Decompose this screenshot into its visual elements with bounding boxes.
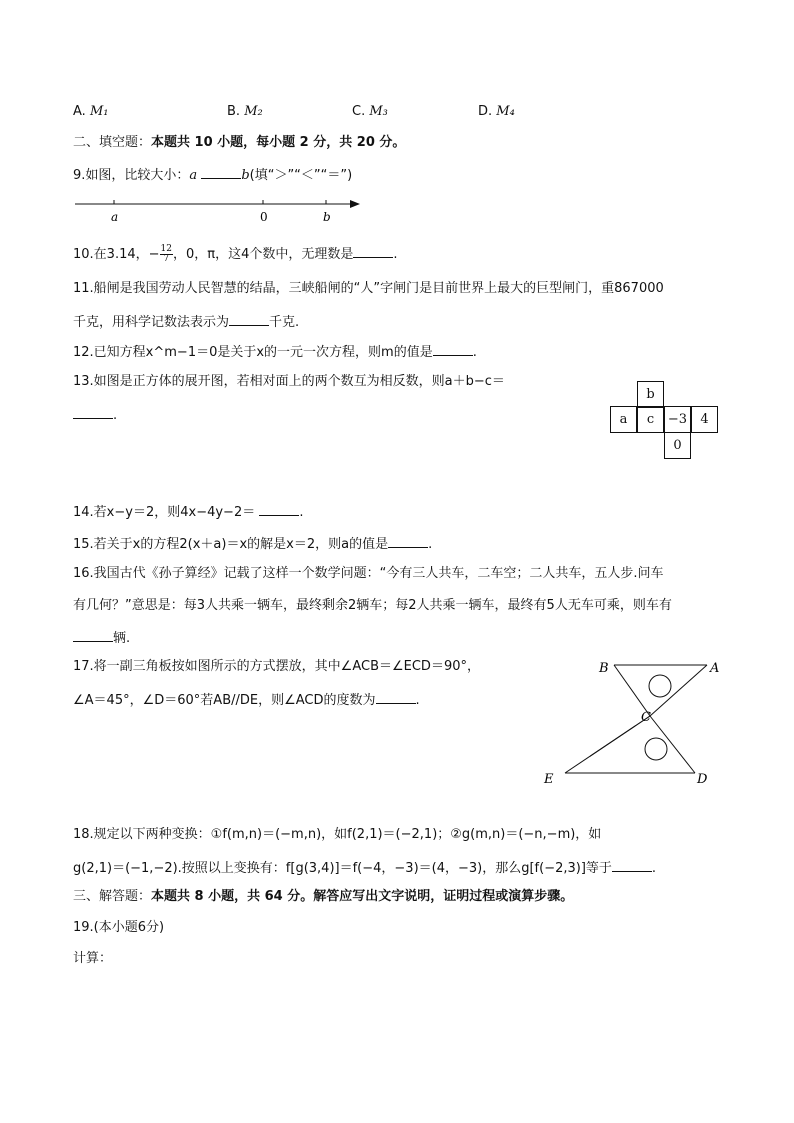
cube-face-4: 4 bbox=[691, 406, 718, 433]
number-line-label-0: 0 bbox=[260, 210, 268, 224]
question-18-line-1: 18.规定以下两种变换：①f(m,n)＝(−m,n)，如f(2,1)＝(−2,1)；②g(m,n)＝(−n,−m)，如 bbox=[73, 827, 602, 842]
label-D: D bbox=[697, 772, 708, 787]
question-18-line-2: g(2,1)＝(−1,−2).按照以上变换有：f[g(3,4)]＝f(−4，−3)＝(4，−3)，那么g[f(−2,3)]等于 . bbox=[73, 858, 656, 878]
q8-option-c: C. M₃ bbox=[352, 104, 388, 119]
question-16-line-1: 16.我国古代《孙子算经》记载了这样一个数学问题：“今有三人共车，二车空；二人共车，五人步.问车 bbox=[73, 566, 664, 581]
number-line-label-b: b bbox=[323, 210, 331, 224]
question-14: 14.若x−y＝2，则4x−4y−2＝ . bbox=[73, 502, 304, 522]
label-B: B bbox=[599, 661, 609, 676]
cube-face-b: b bbox=[637, 381, 664, 408]
question-13: 13.如图是正方体的展开图，若相对面上的两个数互为相反数，则a＋b−c＝ bbox=[73, 374, 505, 389]
fraction-12-7: $\frac{12}{7}$ bbox=[160, 244, 172, 264]
q8-option-b: B. M₂ bbox=[227, 104, 263, 119]
question-13-answer: . bbox=[73, 405, 117, 425]
question-17-line-1: 17.将一副三角板按如图所示的方式摆放，其中∠ACB＝∠ECD＝90°， bbox=[73, 659, 480, 674]
question-17-line-2: ∠A＝45°，∠D＝60°若AB//DE，则∠ACD的度数为 . bbox=[73, 690, 420, 710]
question-16-line-2: 有几何？”意思是：每3人共乘一辆车，最终剩余2辆车；每2人共乘一辆车，最终有5人无车可乘，则车有 bbox=[73, 598, 672, 613]
triangle-lower-left-figure bbox=[560, 655, 680, 790]
question-19-title: 19.(本小题6分) bbox=[73, 920, 165, 935]
question-9: 9.如图，比较大小：a b(填“＞”“＜”“＝”) bbox=[73, 165, 352, 185]
question-16-line-3: 辆. bbox=[73, 628, 130, 648]
label-A: A bbox=[710, 661, 720, 676]
section-3-header: 三、解答题：本题共 8 小题，共 64 分。解答应写出文字说明，证明过程或演算步骤。 bbox=[73, 889, 574, 904]
question-15: 15.若关于x的方程2(x＋a)＝x的解是x＝2，则a的值是 . bbox=[73, 534, 432, 554]
label-E: E bbox=[544, 772, 554, 787]
cube-face-0: 0 bbox=[664, 432, 691, 459]
question-11-line-2: 千克，用科学记数法表示为 千克. bbox=[73, 312, 299, 332]
label-C: C bbox=[641, 710, 651, 725]
cube-face-a: a bbox=[610, 406, 637, 433]
question-19-sub: 计算： bbox=[73, 951, 113, 966]
cube-face-neg3: −3 bbox=[664, 406, 691, 433]
question-10: 10.在3.14，− $\frac{12}{7}$ ，0，π，这4个数中，无理数是 . bbox=[73, 244, 398, 264]
number-line-label-a: a bbox=[111, 210, 119, 224]
q8-option-d: D. M₄ bbox=[478, 104, 515, 119]
number-line-figure bbox=[70, 193, 370, 227]
q8-option-a: A. M₁ bbox=[73, 104, 109, 119]
question-11-line-1: 11.船闸是我国劳动人民智慧的结晶，三峡船闸的“人”字闸门是目前世界上最大的巨型闸门，重867000 bbox=[73, 281, 664, 296]
cube-face-c: c bbox=[637, 406, 664, 433]
section-2-header: 二、填空题：本题共 10 小题，每小题 2 分，共 20 分。 bbox=[73, 135, 406, 150]
question-12: 12.已知方程x^m−1＝0是关于x的一元一次方程，则m的值是 . bbox=[73, 342, 477, 362]
